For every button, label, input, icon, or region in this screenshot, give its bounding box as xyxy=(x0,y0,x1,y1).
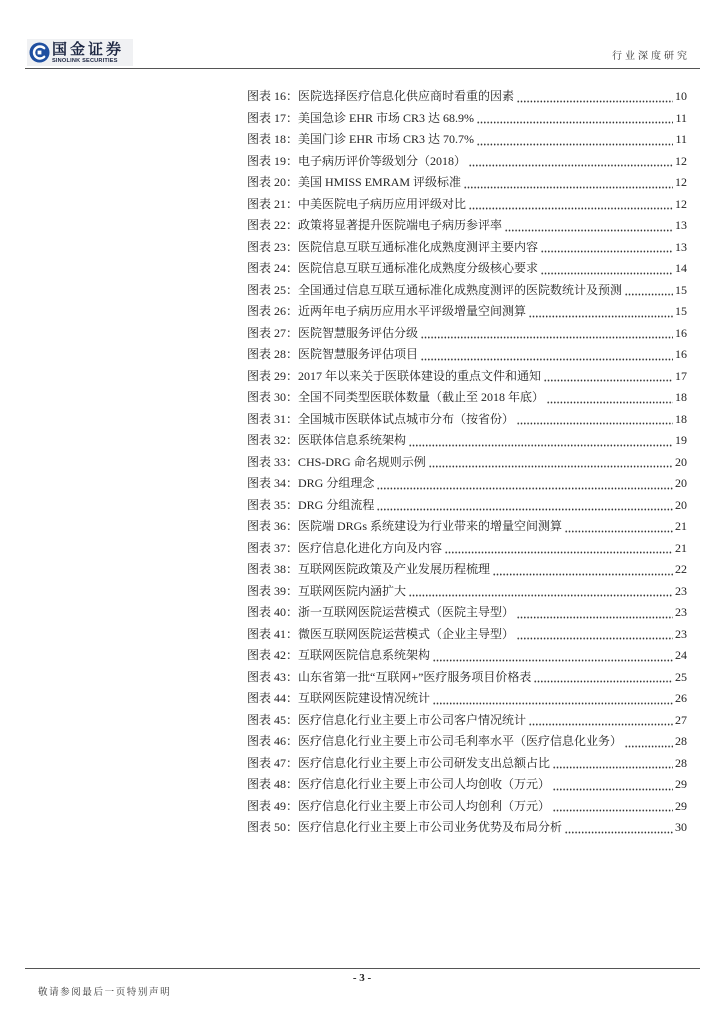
toc-entry[interactable] xyxy=(247,151,687,173)
toc-entry[interactable] xyxy=(247,430,687,452)
figure-label: 图表 42： xyxy=(247,648,299,662)
figure-title: 医院端 DRGs 系统建设为行业带来的增量空间测算 xyxy=(298,519,563,533)
figure-title: 医疗信息化进化方向及内容 xyxy=(298,540,443,555)
figure-page-number: 16 xyxy=(675,325,687,340)
figure-title: CHS-DRG 命名规则示例 xyxy=(298,454,426,469)
figure-label: 图表 47： xyxy=(247,755,299,770)
figure-label: 图表 22： xyxy=(247,218,299,232)
figure-page-number: 12 xyxy=(675,196,687,211)
figure-label: 图表 30： xyxy=(247,390,299,404)
figure-title: 医院智慧服务评估项目 xyxy=(298,347,419,361)
figure-page-number: 18 xyxy=(675,411,687,426)
dot-leader xyxy=(409,444,673,447)
figure-label: 图表 46： xyxy=(247,734,299,748)
toc-entry[interactable] xyxy=(247,172,687,194)
dot-leader xyxy=(625,293,673,296)
dot-leader xyxy=(625,745,673,748)
toc-entry[interactable] xyxy=(247,667,687,689)
figure-label: 图表 24： xyxy=(247,261,299,275)
figure-index-list xyxy=(247,86,687,839)
toc-entry[interactable] xyxy=(247,215,687,237)
figure-page-number: 28 xyxy=(675,734,687,748)
page-number: - 3 - xyxy=(352,972,372,984)
figure-label: 图表 20： xyxy=(247,175,299,189)
dot-leader xyxy=(529,723,673,726)
figure-label: 图表 27： xyxy=(247,325,299,340)
figure-label: 图表 16： xyxy=(247,89,299,103)
figure-title: 美国门诊 EHR 市场 CR3 达 70.7% xyxy=(298,132,475,146)
figure-page-number: 29 xyxy=(675,777,687,791)
toc-entry[interactable] xyxy=(247,301,687,323)
figure-page-number: 12 xyxy=(675,175,687,189)
dot-leader xyxy=(553,788,673,791)
toc-entry[interactable] xyxy=(247,108,687,130)
figure-title: 医疗信息化行业主要上市公司客户情况统计 xyxy=(298,712,527,727)
dot-leader xyxy=(469,164,673,167)
dot-leader xyxy=(544,379,673,382)
dot-leader xyxy=(517,616,673,619)
figure-page-number: 15 xyxy=(675,304,687,318)
toc-entry[interactable] xyxy=(247,495,687,517)
figure-title: 互联网医院政策及产业发展历程梳理 xyxy=(298,562,491,576)
dot-leader xyxy=(421,336,673,339)
figure-title: 医院信息互联互通标准化成熟度测评主要内容 xyxy=(298,239,539,254)
figure-page-number: 14 xyxy=(675,261,687,275)
figure-title: 医疗信息化行业主要上市公司毛利率水平（医疗信息化业务） xyxy=(298,734,623,748)
figure-page-number: 26 xyxy=(675,691,687,705)
figure-label: 图表 28： xyxy=(247,347,299,361)
toc-entry[interactable] xyxy=(247,258,687,280)
dot-leader xyxy=(547,401,673,404)
toc-entry[interactable] xyxy=(247,366,687,388)
toc-entry[interactable] xyxy=(247,796,687,818)
toc-entry[interactable] xyxy=(247,645,687,667)
dot-leader xyxy=(429,465,673,468)
toc-entry[interactable] xyxy=(247,688,687,710)
figure-title: 全国不同类型医联体数量（截止至 2018 年底） xyxy=(298,390,545,404)
figure-label: 图表 35： xyxy=(247,497,299,512)
dot-leader xyxy=(529,315,673,318)
dot-leader xyxy=(477,121,673,124)
figure-title: 医疗信息化行业主要上市公司业务优势及布局分析 xyxy=(298,820,563,834)
figure-page-number: 20 xyxy=(675,476,687,490)
figure-label: 图表 21： xyxy=(247,196,299,211)
figure-page-number: 27 xyxy=(675,712,687,727)
toc-entry[interactable] xyxy=(247,753,687,775)
dot-leader xyxy=(541,272,673,275)
figure-page-number: 20 xyxy=(675,497,687,512)
dot-leader xyxy=(565,831,673,834)
figure-title: 医联体信息系统架构 xyxy=(298,433,407,447)
figure-title: 山东省第一批“互联网+”医疗服务项目价格表 xyxy=(298,669,532,684)
company-logo-icon xyxy=(29,42,50,63)
figure-label: 图表 48： xyxy=(247,777,299,791)
dot-leader xyxy=(553,766,673,769)
figure-title: 互联网医院建设情况统计 xyxy=(298,691,431,705)
figure-title: DRG 分组理念 xyxy=(298,476,375,490)
figure-label: 图表 43： xyxy=(247,669,299,684)
figure-label: 图表 25： xyxy=(247,282,299,297)
figure-label: 图表 41： xyxy=(247,626,299,641)
figure-page-number: 12 xyxy=(675,153,687,168)
dot-leader xyxy=(464,186,673,189)
figure-page-number: 28 xyxy=(675,755,687,770)
toc-entry[interactable] xyxy=(247,774,687,796)
figure-title: 中美医院电子病历应用评级对比 xyxy=(298,196,467,211)
figure-label: 图表 49： xyxy=(247,798,299,813)
dot-leader xyxy=(505,229,673,232)
figure-page-number: 21 xyxy=(675,540,687,555)
figure-page-number: 13 xyxy=(675,239,687,254)
figure-page-number: 23 xyxy=(675,626,687,641)
figure-page-number: 29 xyxy=(675,798,687,813)
figure-label: 图表 34： xyxy=(247,476,299,490)
dot-leader xyxy=(477,143,673,146)
dot-leader xyxy=(469,207,673,210)
figure-label: 图表 37： xyxy=(247,540,299,555)
figure-label: 图表 18： xyxy=(247,132,299,146)
figure-page-number: 23 xyxy=(675,583,687,598)
toc-entry[interactable] xyxy=(247,624,687,646)
dot-leader xyxy=(409,594,673,597)
dot-leader xyxy=(553,809,673,812)
figure-page-number: 18 xyxy=(675,390,687,404)
figure-page-number: 11 xyxy=(675,132,687,146)
toc-entry[interactable] xyxy=(247,237,687,259)
figure-label: 图表 17： xyxy=(247,110,299,125)
toc-entry[interactable] xyxy=(247,86,687,108)
figure-label: 图表 36： xyxy=(247,519,299,533)
company-name-cn: 国金证券 xyxy=(52,40,125,58)
figure-title: 全国城市医联体试点城市分布（按省份） xyxy=(298,411,515,426)
figure-page-number: 10 xyxy=(675,89,687,103)
figure-label: 图表 31： xyxy=(247,411,299,426)
toc-entry[interactable] xyxy=(247,323,687,345)
report-type: 行业深度研究 xyxy=(612,51,690,62)
toc-entry[interactable] xyxy=(247,581,687,603)
toc-entry[interactable] xyxy=(247,452,687,474)
toc-entry[interactable] xyxy=(247,817,687,839)
dot-leader xyxy=(534,680,673,683)
figure-title: 医院信息互联互通标准化成熟度分级核心要求 xyxy=(298,261,539,275)
figure-label: 图表 39： xyxy=(247,583,299,598)
toc-entry[interactable] xyxy=(247,559,687,581)
figure-title: DRG 分组流程 xyxy=(298,497,375,512)
figure-title: 互联网医院信息系统架构 xyxy=(298,648,431,662)
dot-leader xyxy=(433,702,673,705)
figure-label: 图表 44： xyxy=(247,691,299,705)
figure-title: 电子病历评价等级划分（2018） xyxy=(298,153,467,168)
dot-leader xyxy=(433,659,673,662)
toc-entry[interactable] xyxy=(247,731,687,753)
figure-label: 图表 38： xyxy=(247,562,299,576)
figure-page-number: 17 xyxy=(675,368,687,383)
toc-entry[interactable] xyxy=(247,538,687,560)
toc-entry[interactable] xyxy=(247,129,687,151)
figure-title: 全国通过信息互联互通标准化成熟度测评的医院数统计及预测 xyxy=(298,282,623,297)
footer-divider xyxy=(25,968,700,969)
figure-title: 美国 HMISS EMRAM 评级标准 xyxy=(298,175,462,189)
footer-disclaimer: 敬请参阅最后一页特别声明 xyxy=(38,988,172,998)
figure-title: 美国急诊 EHR 市场 CR3 达 68.9% xyxy=(298,110,475,125)
figure-page-number: 21 xyxy=(675,519,687,533)
figure-title: 互联网医院内涵扩大 xyxy=(298,583,407,598)
toc-entry[interactable] xyxy=(247,344,687,366)
figure-label: 图表 19： xyxy=(247,153,299,168)
toc-entry[interactable] xyxy=(247,710,687,732)
dot-leader xyxy=(377,508,673,511)
toc-entry[interactable] xyxy=(247,194,687,216)
figure-title: 浙一互联网医院运营模式（医院主导型） xyxy=(298,605,515,619)
dot-leader xyxy=(517,637,673,640)
dot-leader xyxy=(493,573,673,576)
dot-leader xyxy=(517,100,673,103)
company-logo xyxy=(27,39,133,66)
company-name-en: SINOLINK SECURITIES xyxy=(52,58,118,64)
figure-label: 图表 23： xyxy=(247,239,299,254)
toc-entry[interactable] xyxy=(247,387,687,409)
figure-label: 图表 40： xyxy=(247,605,299,619)
figure-page-number: 30 xyxy=(675,820,687,834)
figure-page-number: 22 xyxy=(675,562,687,576)
figure-page-number: 24 xyxy=(675,648,687,662)
figure-page-number: 16 xyxy=(675,347,687,361)
figure-title: 医疗信息化行业主要上市公司人均创利（万元） xyxy=(298,798,551,813)
dot-leader xyxy=(377,487,673,490)
figure-page-number: 23 xyxy=(675,605,687,619)
figure-title: 近两年电子病历应用水平评级增量空间测算 xyxy=(298,304,527,318)
figure-label: 图表 45： xyxy=(247,712,299,727)
figure-page-number: 11 xyxy=(675,110,687,125)
dot-leader xyxy=(421,358,673,361)
toc-entry[interactable] xyxy=(247,602,687,624)
dot-leader xyxy=(565,530,673,533)
toc-entry[interactable] xyxy=(247,409,687,431)
figure-label: 图表 29： xyxy=(247,368,299,383)
figure-title: 微医互联网医院运营模式（企业主导型） xyxy=(298,626,515,641)
figure-page-number: 19 xyxy=(675,433,687,447)
figure-title: 2017 年以来关于医联体建设的重点文件和通知 xyxy=(298,368,542,383)
figure-page-number: 25 xyxy=(675,669,687,684)
figure-page-number: 20 xyxy=(675,454,687,469)
figure-title: 政策将显著提升医院端电子病历参评率 xyxy=(298,218,503,232)
figure-title: 医疗信息化行业主要上市公司人均创收（万元） xyxy=(298,777,551,791)
figure-page-number: 15 xyxy=(675,282,687,297)
dot-leader xyxy=(445,551,673,554)
figure-label: 图表 32： xyxy=(247,433,299,447)
figure-title: 医院智慧服务评估分级 xyxy=(298,325,419,340)
figure-title: 医疗信息化行业主要上市公司研发支出总额占比 xyxy=(298,755,551,770)
toc-entry[interactable] xyxy=(247,280,687,302)
dot-leader xyxy=(541,250,673,253)
figure-title: 医院选择医疗信息化供应商时看重的因素 xyxy=(298,89,515,103)
toc-entry[interactable] xyxy=(247,516,687,538)
figure-label: 图表 50： xyxy=(247,820,299,834)
header-divider xyxy=(25,68,700,69)
figure-label: 图表 26： xyxy=(247,304,299,318)
dot-leader xyxy=(517,422,673,425)
toc-entry[interactable] xyxy=(247,473,687,495)
figure-label: 图表 33： xyxy=(247,454,299,469)
figure-page-number: 13 xyxy=(675,218,687,232)
